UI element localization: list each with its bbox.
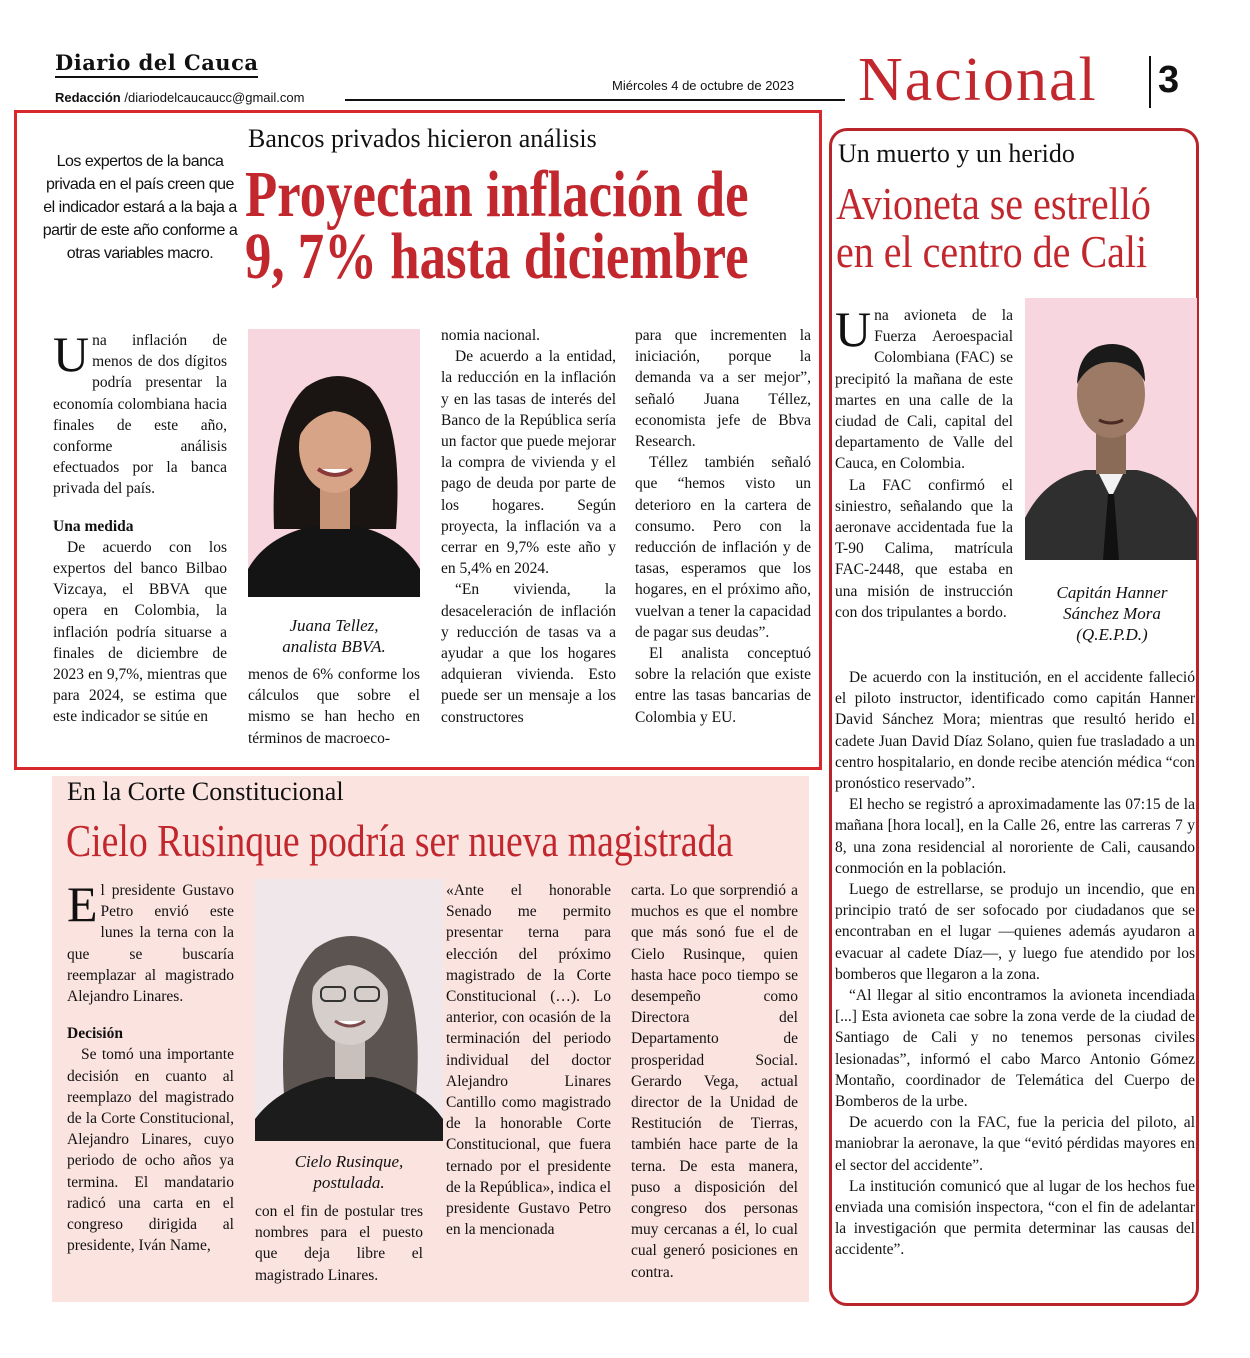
court-paragraph-3: con el fin de postular tres nombres para el puesto que deja libre el magistrado Linares. [255, 1203, 423, 1284]
inflation-headline-line2: 9, 7% hasta diciembre [245, 220, 749, 293]
court-column-3 [446, 880, 611, 1240]
plane-crash-headline-line2: en el centro de Cali [836, 226, 1148, 277]
inflation-kicker: Bancos privados hicieron análisis [248, 124, 597, 153]
court-column-1 [67, 876, 234, 1256]
plane-crash-column-top [835, 301, 1013, 623]
newspaper-name: Diario del Cauca [55, 50, 258, 78]
court-paragraph-2: Se tomó una importante decisión en cuanto al reemplazo del magistrado de la Corte Constitucional, Alejandro Linares, cuyo periodo de ocho años ya termina. El mandatario radicó una carta en el congreso dirigida al presidente, Iván Name, [67, 1046, 234, 1255]
plane-crash-paragraph-6: “Al llegar al sitio encontramos la avioneta incendiada [...] Esta avioneta cae sobre la zona verde de la ciudad de Santiago de Cali y no tenemos personas civiles lesionadas”, informó el cabo Marco Antonio Gómez Montaño, coordinador de Telemática del Cuerpo de Bomberos de la urbe. [835, 987, 1195, 1111]
juana-tellez-photo [248, 329, 420, 597]
plane-crash-paragraph-7: De acuerdo con la FAC, fue la pericia del piloto, al maniobrar la aeronave, la que “evitó pérdidas mayores en el sector del accidente”. [835, 1114, 1195, 1174]
court-subhead: Decisión [67, 1025, 123, 1043]
plane-crash-paragraph-4: El hecho se registró a aproximadamente las 07:15 de la mañana [hora local], en la Calle 26, entre las carreras 7 y 8, una zona residencial al nororiente de Cali, causando conmoción en la población. [835, 796, 1195, 877]
drop-cap: E [67, 876, 98, 932]
cielo-rusinque-caption [255, 1151, 443, 1193]
plane-crash-paragraph-3: De acuerdo con la institución, en el accidente falleció el piloto instructor, identificado como capitán Hanner David Sánchez Mora; mientras que resultó herido el cadete Juan David Díaz Solano, quien fue trasladado a un centro hospitalario, en donde recibe atención médica “con pronóstico reservado”. [835, 669, 1195, 793]
hanner-sanchez-caption-line1: Capitán Hanner [1056, 583, 1168, 602]
plane-crash-kicker: Un muerto y un herido [838, 139, 1075, 168]
plane-crash-paragraph-8: La institución comunicó que al lugar de los hechos fue enviada una comisión inspectora, “con el fin de adelantar la investigación que permita determinar las causas del accidente”. [835, 1177, 1195, 1259]
hanner-sanchez-caption-line3: (Q.E.P.D.) [1076, 625, 1148, 644]
court-column-4 [631, 880, 798, 1283]
inflation-paragraph-4: nomia nacional. [441, 327, 540, 344]
hanner-sanchez-caption [1030, 582, 1194, 645]
section-title: Nacional [858, 46, 1098, 114]
cielo-rusinque-photo [255, 879, 443, 1141]
hanner-sanchez-photo [1025, 298, 1197, 560]
plane-crash-paragraph-5: Luego de estrellarse, se produjo un incendio, que en principio trató de ser sofocado por ciudadanos que se encontraban en el lugar —quienes además ayudaron a evacuar al cadete Díaz—, y luego fue atendido por los bomberos que llegaron a la zona. [835, 881, 1195, 983]
inflation-subhead: Una medida [53, 517, 134, 535]
plane-crash-paragraph-2: La FAC confirmó el siniestro, señalando que la aeronave accidentada fue la T-90 Calima, matrícula FAC-2448, que estaba en una misión de instrucción con dos tripulantes a bordo. [835, 476, 1013, 621]
court-paragraph-4: «Ante el honorable Senado me permito presentar terna para elección del próximo magistrado de la Corte Constitucional (…). Lo anterior, con ocasión de la terminación del periodo individual del doctor Alejandro Linares Cantillo como magistrado de la honorable Corte Constitucional, que fuera ternado por el presidente de la República», indica el presidente Gustavo Petro en la mencionada [446, 882, 611, 1239]
portrait-woman-icon [248, 329, 420, 597]
header-rule [345, 99, 845, 101]
inflation-headline [245, 158, 749, 293]
court-paragraph-5: carta. Lo que sorprendió a muchos es que el nombre que más sonó fue el de Cielo Rusinque, quien hasta hace poco tiempo se desempeño como Directora del Departamento de prosperidad Social. Gerardo Vega, actual director de la Unidad de Restitución de Tierras, también hace parte de la terna. De esta manera, puso a disposición del congreso dos personas muy cercanas a él, lo cual cual generó posiciones en contra. [631, 882, 798, 1281]
inflation-paragraph-2: De acuerdo con los expertos del banco Bilbao Vizcaya, el BBVA que opera en Colombia, la inflación podría situarse a finales de diciembre de 2023 en 9,7%, mientras que para 2024, se estima que este indicador se sitúe en [53, 538, 227, 726]
plane-crash-paragraph-1: na avioneta de la Fuerza Aeroespacial Colombiana (FAC) se precipitó la mañana de este martes en una calle de la ciudad de Cali, capital del departamento de Valle del Cauca, en Colombia. [835, 307, 1013, 473]
court-column-2 [255, 1201, 423, 1286]
issue-date: Miércoles 4 de octubre de 2023 [612, 78, 795, 93]
inflation-column-1 [53, 326, 227, 728]
inflation-paragraph-1: na inflación de menos de dos dígitos podría presentar la economía colombiana hacia finales de este año, conforme análisis efectuados por la banca privada del país. [53, 332, 227, 498]
inflation-column-3 [441, 325, 616, 728]
juana-tellez-caption-line1: Juana Tellez, [289, 616, 379, 635]
juana-tellez-caption [248, 615, 420, 657]
court-kicker: En la Corte Constitucional [67, 777, 344, 806]
drop-cap: U [53, 326, 90, 382]
plane-crash-headline-line1: Avioneta se estrelló [836, 178, 1151, 229]
newsroom-contact [55, 90, 304, 105]
cielo-rusinque-caption-line2: postulada. [313, 1173, 385, 1192]
plane-crash-column-bottom [835, 667, 1195, 1261]
plane-crash-headline [836, 180, 1151, 276]
inflation-column-2 [248, 664, 420, 749]
inflation-deck: Los expertos de la banca privada en el país creen que el indicador estará a la baja a partir de este año conforme a otras variables macro. [42, 153, 238, 262]
portrait-uniformed-man-icon [1025, 298, 1197, 560]
hanner-sanchez-caption-line2: Sánchez Mora [1063, 604, 1161, 623]
cielo-rusinque-caption-line1: Cielo Rusinque, [294, 1152, 404, 1171]
newsroom-email: /diariodelcaucaucc@gmail.com [120, 90, 305, 105]
juana-tellez-caption-line2: analista BBVA. [282, 637, 386, 656]
section-divider [1149, 56, 1151, 108]
court-paragraph-1: l presidente Gustavo Petro envió este lunes la terna con la que se buscaría reemplazar al magistrado Alejandro Linares. [67, 882, 234, 1006]
court-headline: Cielo Rusinque podría ser nueva magistrada [66, 815, 734, 866]
inflation-headline-line1: Proyectan inflación de [245, 158, 749, 231]
drop-cap: U [835, 301, 872, 357]
inflation-paragraph-5: De acuerdo a la entidad, la reducción en la inflación y en las tasas de interés del Banco de la República sería un factor que puede mejorar la compra de vivienda y el pago de deuda por parte de los hogares. Según proyecta, la inflación va a cerrar en 9,7% este año y en 5,4% en 2024. [441, 348, 616, 578]
inflation-paragraph-8: Téllez también señaló que “hemos visto un deterioro en la cartera de consumo. Pero con la reducción de inflación y de tasas, esperamos que los hogares, en el próximo año, vuelvan a tener la capacidad de pagar sus deudas”. [635, 454, 811, 641]
inflation-column-4 [635, 325, 811, 728]
page-number: 3 [1158, 59, 1180, 101]
inflation-paragraph-3: menos de 6% conforme los cálculos que sobre el mismo se han hecho en términos de macroeco- [248, 666, 420, 747]
inflation-paragraph-7: para que incrementen la iniciación, porque la demanda va a ser mejor”, señaló Juana Téllez, economista jefe de Bbva Research. [635, 327, 811, 451]
inflation-paragraph-6: “En vivienda, la desaceleración de inflación y reducción de tasas va a ayudar a que los hogares adquieran vivienda. Esto puede ser un mensaje a los constructores [441, 581, 616, 726]
portrait-woman-icon [255, 879, 443, 1141]
inflation-paragraph-9: El analista conceptuó sobre la relación que existe entre las tasas bancarias de Colombia y EU. [635, 645, 811, 726]
newsroom-label: Redacción [55, 90, 121, 105]
